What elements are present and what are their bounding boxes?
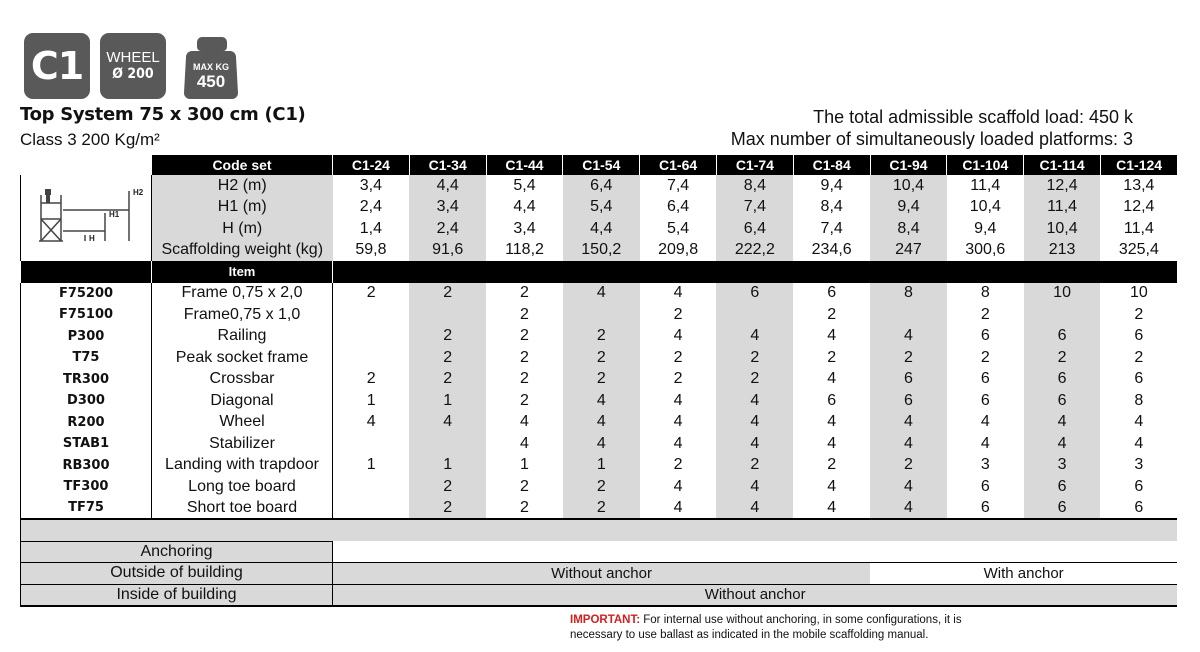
item-quantity	[716, 304, 793, 326]
dimension-value: 5,4	[666, 219, 690, 237]
item-quantity	[333, 347, 410, 369]
item-quantity	[333, 498, 410, 520]
item-quantity: 6	[1134, 327, 1144, 345]
item-quantity: 6	[980, 370, 990, 388]
code-column-header: C1-44	[486, 155, 563, 175]
code-column-header: C1-64	[640, 155, 717, 175]
item-quantity: 2	[520, 284, 529, 302]
item-quantity	[333, 433, 410, 455]
item-quantity: 4	[716, 326, 793, 348]
wheel-badge-label: WHEEL	[106, 49, 160, 66]
scaffold-diagram	[33, 185, 143, 247]
item-quantity: 6	[980, 327, 990, 345]
item-code: STAB1	[21, 433, 152, 455]
item-quantity: 1	[520, 456, 529, 474]
item-quantity: 6	[1134, 498, 1144, 516]
item-quantity: 3	[1024, 455, 1101, 477]
table-row	[21, 326, 1178, 348]
item-quantity: 4	[520, 413, 529, 431]
dimension-value: 10,4	[1024, 218, 1101, 240]
item-quantity: 4	[1024, 412, 1101, 434]
item-quantity	[563, 304, 640, 326]
dimension-value: 2,4	[359, 198, 383, 216]
item-name: Frame 0,75 x 2,0	[152, 283, 333, 305]
dimension-value: 9,4	[820, 176, 843, 194]
dimension-label: H2 (m)	[152, 175, 333, 197]
item-name: Railing	[152, 326, 333, 348]
item-quantity: 4	[563, 390, 640, 412]
item-name: Long toe board	[152, 476, 333, 498]
item-quantity: 4	[563, 433, 640, 455]
item-quantity: 6	[1134, 370, 1144, 388]
item-quantity: 4	[673, 391, 683, 409]
item-quantity: 4	[716, 390, 793, 412]
item-name: Crossbar	[152, 369, 333, 391]
item-quantity: 1	[409, 390, 486, 412]
item-quantity: 4	[827, 327, 837, 345]
page-title: Top System 75 x 300 cm (C1)	[20, 104, 306, 125]
item-quantity: 4	[1134, 434, 1144, 452]
item-quantity: 4	[716, 476, 793, 498]
item-quantity: 2	[409, 283, 486, 305]
item-name: Peak socket frame	[152, 347, 333, 369]
class-badge	[24, 33, 90, 99]
important-label: IMPORTANT:	[570, 614, 641, 626]
item-quantity: 1	[366, 456, 376, 474]
table-row	[21, 412, 1178, 434]
table-row	[21, 283, 1178, 305]
dimension-value: 222,2	[716, 240, 793, 262]
item-quantity: 2	[563, 476, 640, 498]
item-quantity	[1024, 304, 1101, 326]
item-quantity: 4	[827, 413, 837, 431]
note-line-2: necessary to use ballast as indicated in the mobile scaffolding manual.	[570, 629, 929, 641]
item-quantity: 6	[870, 390, 947, 412]
dimension-value: 12,4	[1123, 198, 1155, 216]
dimension-value: 150,2	[563, 240, 640, 262]
code-header-row	[21, 155, 1178, 175]
dimension-value: 2,4	[409, 218, 486, 240]
max-load-badge	[178, 33, 244, 99]
dimension-value: 213	[1024, 240, 1101, 262]
item-quantity: 2	[827, 456, 837, 474]
item-quantity: 4	[870, 498, 947, 520]
item-quantity: 3	[980, 456, 990, 474]
separator-row	[21, 519, 1178, 541]
code-column-header: C1-104	[947, 155, 1024, 175]
code-column-header: C1-124	[1100, 155, 1177, 175]
dimension-value: 247	[870, 240, 947, 262]
item-quantity: 2	[673, 348, 683, 366]
item-quantity: 6	[1024, 326, 1101, 348]
max-load-label: MAX KG	[193, 62, 229, 72]
item-quantity: 2	[716, 347, 793, 369]
item-quantity: 10	[1024, 283, 1101, 305]
outside-without-anchor: Without anchor	[333, 563, 871, 585]
item-quantity: 4	[827, 477, 837, 495]
item-quantity: 2	[1134, 348, 1144, 366]
item-code: T75	[21, 347, 152, 369]
item-quantity: 2	[980, 348, 990, 366]
item-quantity: 6	[1024, 369, 1101, 391]
code-column-header: C1-84	[793, 155, 870, 175]
platforms-text: Max number of simultaneously loaded platforms: 3	[730, 129, 1133, 149]
table-row	[21, 347, 1178, 369]
dimension-value: 6,4	[563, 175, 640, 197]
item-name: Short toe board	[152, 498, 333, 520]
dimension-value: 13,4	[1123, 176, 1155, 194]
item-quantity: 1	[366, 391, 376, 409]
dimension-value: 7,4	[666, 176, 690, 194]
item-code: D300	[21, 390, 152, 412]
dimension-value: 234,6	[811, 241, 852, 259]
dimension-label: H (m)	[152, 218, 333, 240]
item-name: Landing with trapdoor	[152, 455, 333, 477]
item-code: TR300	[21, 369, 152, 391]
item-quantity	[409, 304, 486, 326]
item-quantity: 6	[1024, 390, 1101, 412]
item-quantity: 10	[1129, 284, 1148, 302]
dimension-value: 5,4	[513, 176, 536, 194]
item-quantity: 4	[520, 434, 529, 452]
item-code: P300	[21, 326, 152, 348]
code-column-header: C1-54	[563, 155, 640, 175]
item-quantity: 4	[1024, 433, 1101, 455]
item-quantity: 4	[870, 412, 947, 434]
item-quantity: 8	[870, 283, 947, 305]
max-load-value: 450	[196, 72, 226, 91]
dimension-value: 91,6	[409, 240, 486, 262]
table-row	[21, 390, 1178, 412]
item-quantity: 8	[1134, 391, 1144, 409]
item-quantity: 2	[870, 347, 947, 369]
item-quantity: 2	[520, 327, 529, 345]
item-quantity: 2	[520, 305, 529, 323]
item-quantity: 6	[980, 477, 990, 495]
dimension-value: 7,4	[716, 197, 793, 219]
item-quantity: 2	[366, 370, 376, 388]
item-quantity: 1	[563, 455, 640, 477]
table-row	[21, 476, 1178, 498]
item-quantity: 4	[673, 284, 683, 302]
item-quantity: 2	[520, 477, 529, 495]
outside-row	[21, 563, 1178, 585]
dimension-row	[21, 175, 1178, 197]
item-name: Diagonal	[152, 390, 333, 412]
item-quantity: 8	[980, 284, 990, 302]
dimension-row	[21, 218, 1178, 240]
item-quantity: 2	[827, 348, 837, 366]
dimension-value: 4,4	[513, 198, 536, 216]
item-quantity: 2	[409, 347, 486, 369]
wheel-badge	[100, 33, 166, 99]
dimension-value: 10,4	[969, 198, 1001, 216]
dimension-value: 118,2	[505, 241, 544, 259]
dimension-value: 8,4	[870, 218, 947, 240]
code-column-header: C1-114	[1024, 155, 1101, 175]
code-column-header: C1-74	[716, 155, 793, 175]
dimension-value: 6,4	[666, 198, 690, 216]
dimension-value: 5,4	[563, 197, 640, 219]
item-quantity: 2	[563, 347, 640, 369]
item-quantity	[333, 326, 410, 348]
dimension-value: 9,4	[870, 197, 947, 219]
item-quantity: 4	[716, 498, 793, 520]
dimension-value: 3,4	[359, 176, 383, 194]
item-quantity: 2	[980, 305, 990, 323]
item-quantity: 6	[1024, 498, 1101, 520]
item-quantity: 4	[827, 370, 837, 388]
dimension-value: 209,8	[658, 241, 699, 259]
item-quantity: 4	[673, 413, 683, 431]
h1-marker: H1	[109, 210, 120, 219]
item-quantity: 2	[520, 370, 529, 388]
item-quantity: 4	[673, 327, 683, 345]
table-row	[21, 433, 1178, 455]
item-code: F75200	[21, 283, 152, 305]
item-quantity: 2	[366, 284, 376, 302]
dimension-value: 11,4	[1024, 197, 1101, 219]
item-quantity: 4	[1134, 413, 1144, 431]
code-column-header: C1-94	[870, 155, 947, 175]
item-quantity	[333, 476, 410, 498]
item-quantity: 6	[870, 369, 947, 391]
item-quantity: 2	[673, 456, 683, 474]
item-header-blank	[21, 261, 152, 283]
dimension-value: 12,4	[1024, 175, 1101, 197]
dimension-value: 300,6	[965, 241, 1006, 259]
outside-label: Outside of building	[21, 563, 333, 585]
dimension-row	[21, 197, 1178, 219]
item-quantity: 4	[673, 434, 683, 452]
item-quantity: 2	[870, 455, 947, 477]
inside-row	[21, 584, 1178, 606]
item-code: RB300	[21, 455, 152, 477]
item-quantity: 2	[409, 369, 486, 391]
item-quantity: 4	[827, 434, 837, 452]
dimension-value: 8,4	[716, 175, 793, 197]
item-code: R200	[21, 412, 152, 434]
dimension-row	[21, 240, 1178, 262]
dimension-value: 10,4	[870, 175, 947, 197]
item-header-row	[21, 261, 1178, 283]
outside-with-anchor: With anchor	[870, 563, 1177, 585]
item-quantity: 2	[1024, 347, 1101, 369]
item-quantity: 6	[1134, 477, 1144, 495]
item-code: TF300	[21, 476, 152, 498]
dimension-value: 8,4	[820, 198, 843, 216]
item-quantity: 4	[563, 412, 640, 434]
item-quantity: 6	[716, 283, 793, 305]
dimension-value: 6,4	[716, 218, 793, 240]
item-quantity	[870, 304, 947, 326]
dimension-value: 3,4	[409, 197, 486, 219]
inside-value: Without anchor	[333, 584, 1178, 606]
code-column-header: C1-34	[409, 155, 486, 175]
inside-label: Inside of building	[21, 584, 333, 606]
h2-marker: H2	[133, 188, 143, 197]
item-quantity: 2	[716, 369, 793, 391]
item-quantity: 6	[980, 498, 990, 516]
item-quantity: 6	[1024, 476, 1101, 498]
anchoring-label: Anchoring	[21, 541, 333, 563]
item-quantity: 2	[520, 348, 529, 366]
table-row	[21, 455, 1178, 477]
important-note	[570, 613, 962, 643]
dimension-value: 4,4	[563, 218, 640, 240]
item-quantity: 2	[673, 305, 683, 323]
item-quantity: 4	[870, 433, 947, 455]
item-header-fill	[333, 261, 1178, 283]
note-line-1: For internal use without anchoring, in some configurations, it is	[640, 614, 962, 626]
item-quantity: 4	[563, 283, 640, 305]
anchoring-row	[21, 541, 1178, 563]
dimension-value: 3,4	[513, 219, 536, 237]
separator-cell	[21, 519, 1178, 541]
max-load-text	[178, 61, 244, 91]
item-quantity: 4	[673, 477, 683, 495]
dimension-value: 1,4	[359, 219, 383, 237]
item-quantity: 2	[716, 455, 793, 477]
item-quantity: 2	[563, 498, 640, 520]
header-blank	[21, 155, 152, 175]
item-quantity: 4	[870, 326, 947, 348]
item-quantity: 2	[563, 369, 640, 391]
dimension-value: 11,4	[1123, 219, 1154, 237]
total-load-text: The total admissible scaffold load: 450 k	[813, 107, 1133, 127]
scaffold-table	[20, 155, 1177, 607]
dimension-value: 9,4	[974, 219, 997, 237]
item-quantity	[409, 433, 486, 455]
code-set-header: Code set	[152, 155, 333, 175]
table-row	[21, 498, 1178, 520]
item-quantity: 4	[366, 413, 376, 431]
item-quantity: 4	[716, 433, 793, 455]
dimension-value: 4,4	[409, 175, 486, 197]
h-marker: H	[89, 234, 95, 243]
dimension-value: 59,8	[355, 241, 387, 259]
wheel-badge-diameter: Ø 200	[112, 66, 154, 82]
dimension-value: 7,4	[820, 219, 843, 237]
item-quantity: 4	[827, 498, 837, 516]
item-name: Wheel	[152, 412, 333, 434]
item-code: TF75	[21, 498, 152, 520]
class-subtitle: Class 3 200 Kg/m²	[20, 130, 160, 149]
item-quantity: 4	[673, 498, 683, 516]
item-quantity: 2	[563, 326, 640, 348]
item-quantity: 4	[409, 412, 486, 434]
item-quantity: 4	[716, 412, 793, 434]
item-quantity: 2	[827, 305, 837, 323]
item-quantity: 2	[1134, 305, 1144, 323]
code-column-header: C1-24	[333, 155, 410, 175]
item-quantity: 6	[980, 391, 990, 409]
table-row	[21, 369, 1178, 391]
item-quantity: 4	[980, 413, 990, 431]
class-badge-text: C1	[30, 44, 84, 88]
dimension-value: 11,4	[970, 176, 1001, 194]
dimension-label: Scaffolding weight (kg)	[152, 240, 333, 262]
item-quantity: 2	[409, 326, 486, 348]
item-name: Frame0,75 x 1,0	[152, 304, 333, 326]
item-code: F75100	[21, 304, 152, 326]
item-quantity: 2	[409, 476, 486, 498]
dimension-label: H1 (m)	[152, 197, 333, 219]
item-quantity: 2	[520, 498, 529, 516]
item-quantity: 2	[673, 370, 683, 388]
anchoring-blank	[333, 541, 1178, 563]
item-quantity: 6	[827, 391, 837, 409]
item-name: Stabilizer	[152, 433, 333, 455]
item-quantity: 2	[520, 391, 529, 409]
table-row	[21, 304, 1178, 326]
load-info	[731, 106, 1133, 150]
dimension-value: 325,4	[1118, 241, 1159, 259]
item-quantity: 2	[409, 498, 486, 520]
item-quantity: 3	[1134, 456, 1144, 474]
item-header: Item	[152, 261, 333, 283]
item-quantity: 4	[870, 476, 947, 498]
item-quantity: 4	[980, 434, 990, 452]
badge-group	[24, 33, 244, 99]
item-quantity: 6	[827, 284, 837, 302]
item-quantity: 1	[409, 455, 486, 477]
item-quantity	[333, 304, 410, 326]
